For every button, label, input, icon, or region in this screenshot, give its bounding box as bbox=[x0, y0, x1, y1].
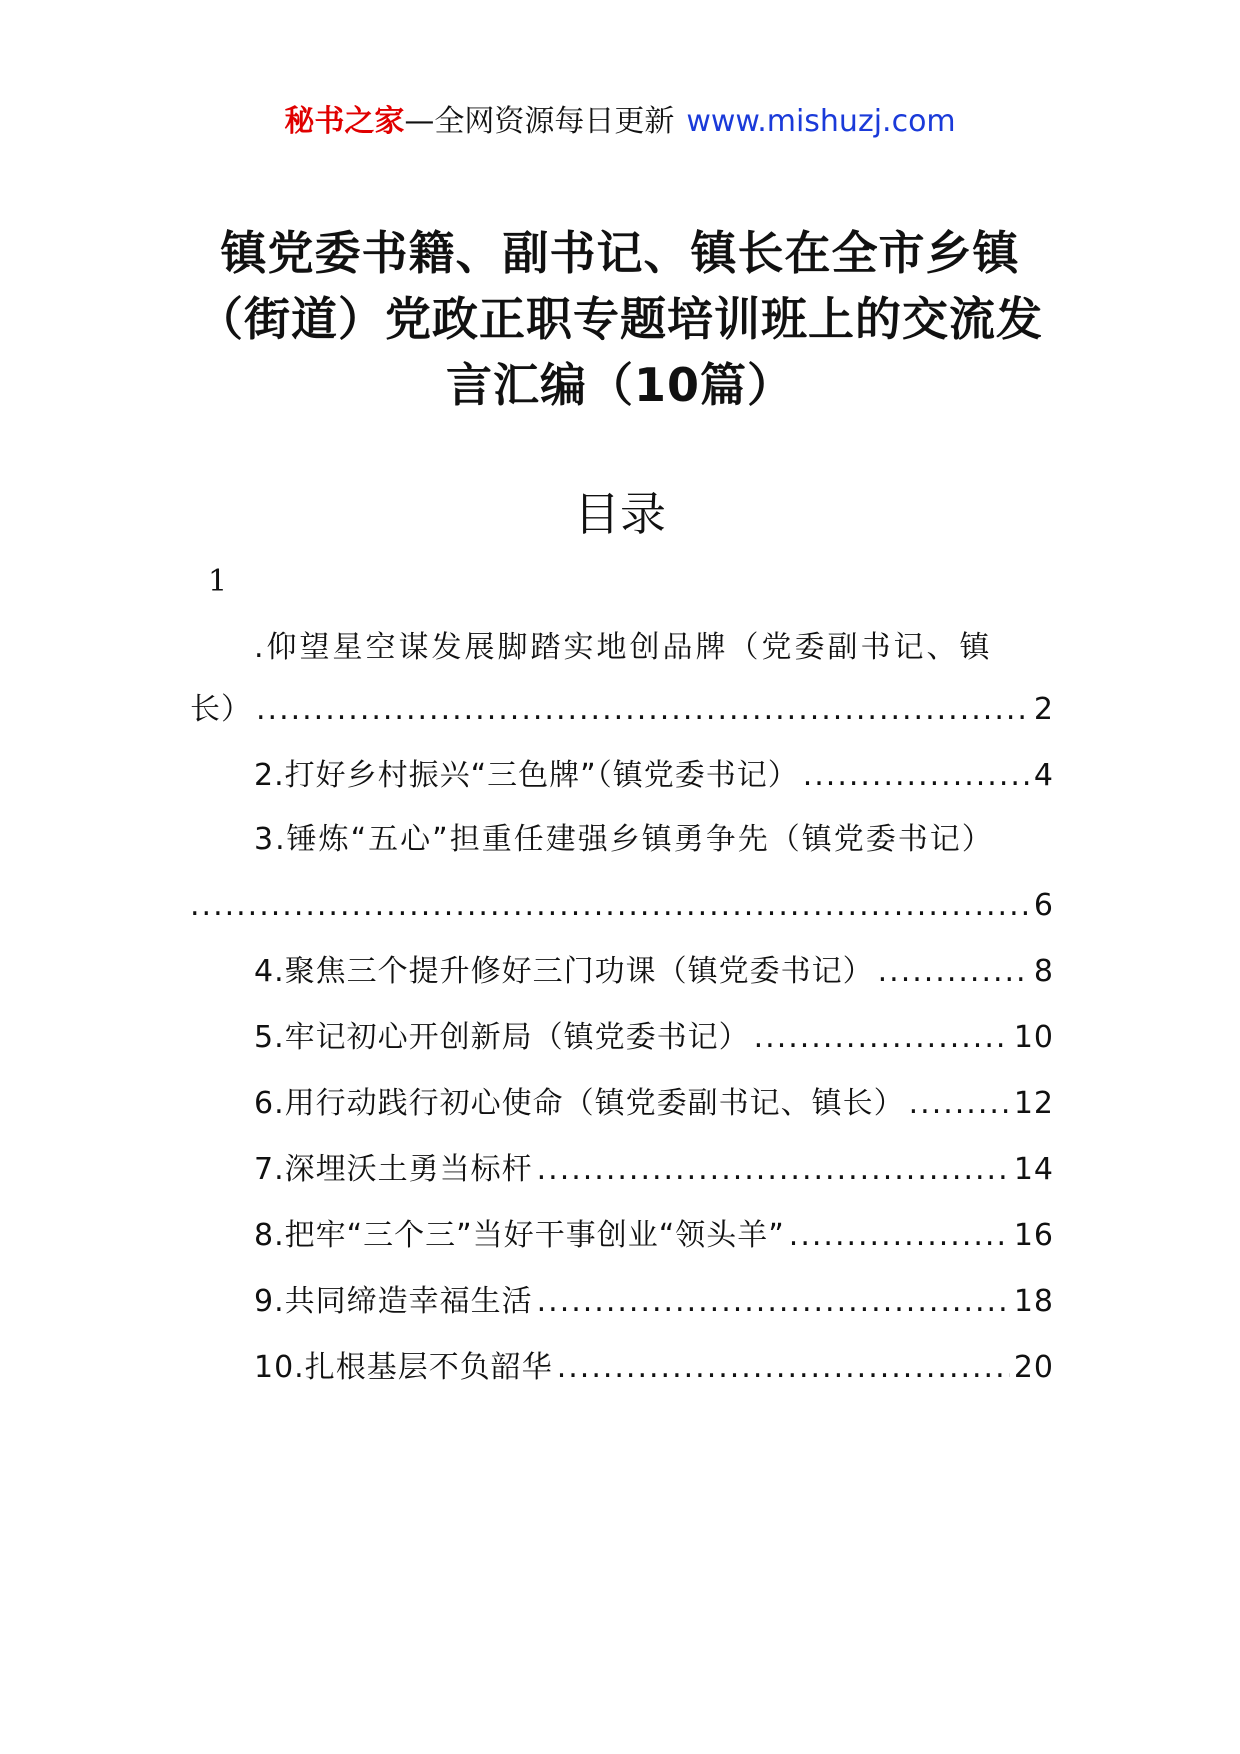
toc-page-number: 4 bbox=[1033, 758, 1054, 793]
toc-first-number: 1 bbox=[208, 564, 228, 599]
toc-page-number: 20 bbox=[1013, 1350, 1054, 1385]
toc-item-10[interactable] bbox=[254, 1348, 1054, 1388]
header-slogan: —全网资源每日更新 bbox=[404, 104, 675, 139]
toc-item-text: 长） bbox=[190, 692, 252, 727]
toc-item-2[interactable] bbox=[254, 756, 1054, 796]
site-link[interactable]: www.mishuzj.com bbox=[686, 104, 956, 139]
toc-leader-dots bbox=[256, 690, 1030, 730]
site-header bbox=[0, 100, 1240, 144]
toc-page-number: 8 bbox=[1033, 954, 1054, 989]
toc-item-text: 10.扎根基层不负韶华 bbox=[254, 1350, 553, 1385]
toc-item-text: 9.共同缔造幸福生活 bbox=[254, 1284, 533, 1319]
toc-item-text: 5.牢记初心开创新局（镇党委书记） bbox=[254, 1020, 750, 1055]
toc-item-1-line2[interactable] bbox=[190, 690, 1054, 730]
toc-page-number: 14 bbox=[1013, 1152, 1054, 1187]
toc-heading: 目录 bbox=[574, 487, 666, 541]
toc-leader-dots bbox=[557, 1348, 1010, 1388]
toc-item-3-line2[interactable] bbox=[190, 886, 1054, 926]
toc-leader-dots bbox=[190, 886, 1030, 926]
toc-page-number: 10 bbox=[1013, 1020, 1054, 1055]
toc-item-9[interactable] bbox=[254, 1282, 1054, 1322]
toc-item-1-line1[interactable]: .仰望星空谋发展脚踏实地创品牌（党委副书记、镇 bbox=[254, 630, 993, 665]
toc-leader-dots bbox=[754, 1018, 1010, 1058]
toc-page-number: 16 bbox=[1013, 1218, 1054, 1253]
brand-name: 秘书之家 bbox=[284, 104, 405, 139]
toc-page-number: 18 bbox=[1013, 1284, 1054, 1319]
toc-leader-dots bbox=[878, 952, 1030, 992]
toc-page-number: 12 bbox=[1013, 1086, 1054, 1121]
toc-item-text: 8.把牢“三个三”当好干事创业“领头羊” bbox=[254, 1218, 785, 1253]
toc-leader-dots bbox=[803, 756, 1030, 796]
title-line: 言汇编（10篇） bbox=[445, 358, 794, 412]
toc-item-text: 4.聚焦三个提升修好三门功课（镇党委书记） bbox=[254, 954, 874, 989]
toc-leader-dots bbox=[789, 1216, 1010, 1256]
toc-item-text: 6.用行动践行初心使命（镇党委副书记、镇长） bbox=[254, 1086, 905, 1121]
toc-item-7[interactable] bbox=[254, 1150, 1054, 1190]
toc-leader-dots bbox=[537, 1150, 1010, 1190]
toc-item-5[interactable] bbox=[254, 1018, 1054, 1058]
toc-item-8[interactable] bbox=[254, 1216, 1054, 1256]
document-title bbox=[190, 220, 1050, 418]
toc-item-text: 2.打好乡村振兴“三色牌”（镇党委书记） bbox=[254, 758, 799, 793]
toc-page-number: 2 bbox=[1033, 692, 1054, 727]
toc-item-4[interactable] bbox=[254, 952, 1054, 992]
title-line: （街道）党政正职专题培训班上的交流发 bbox=[197, 292, 1043, 346]
toc-leader-dots bbox=[537, 1282, 1010, 1322]
toc-item-6[interactable] bbox=[254, 1084, 1054, 1124]
toc-leader-dots bbox=[909, 1084, 1010, 1124]
title-line: 镇党委书籍、副书记、镇长在全市乡镇 bbox=[220, 226, 1020, 280]
toc-item-3-line1[interactable]: 3.锤炼“五心”担重任建强乡镇勇争先（镇党委书记） bbox=[254, 822, 994, 857]
toc-page-number: 6 bbox=[1033, 888, 1054, 923]
toc-item-text: 7.深埋沃土勇当标杆 bbox=[254, 1152, 533, 1187]
